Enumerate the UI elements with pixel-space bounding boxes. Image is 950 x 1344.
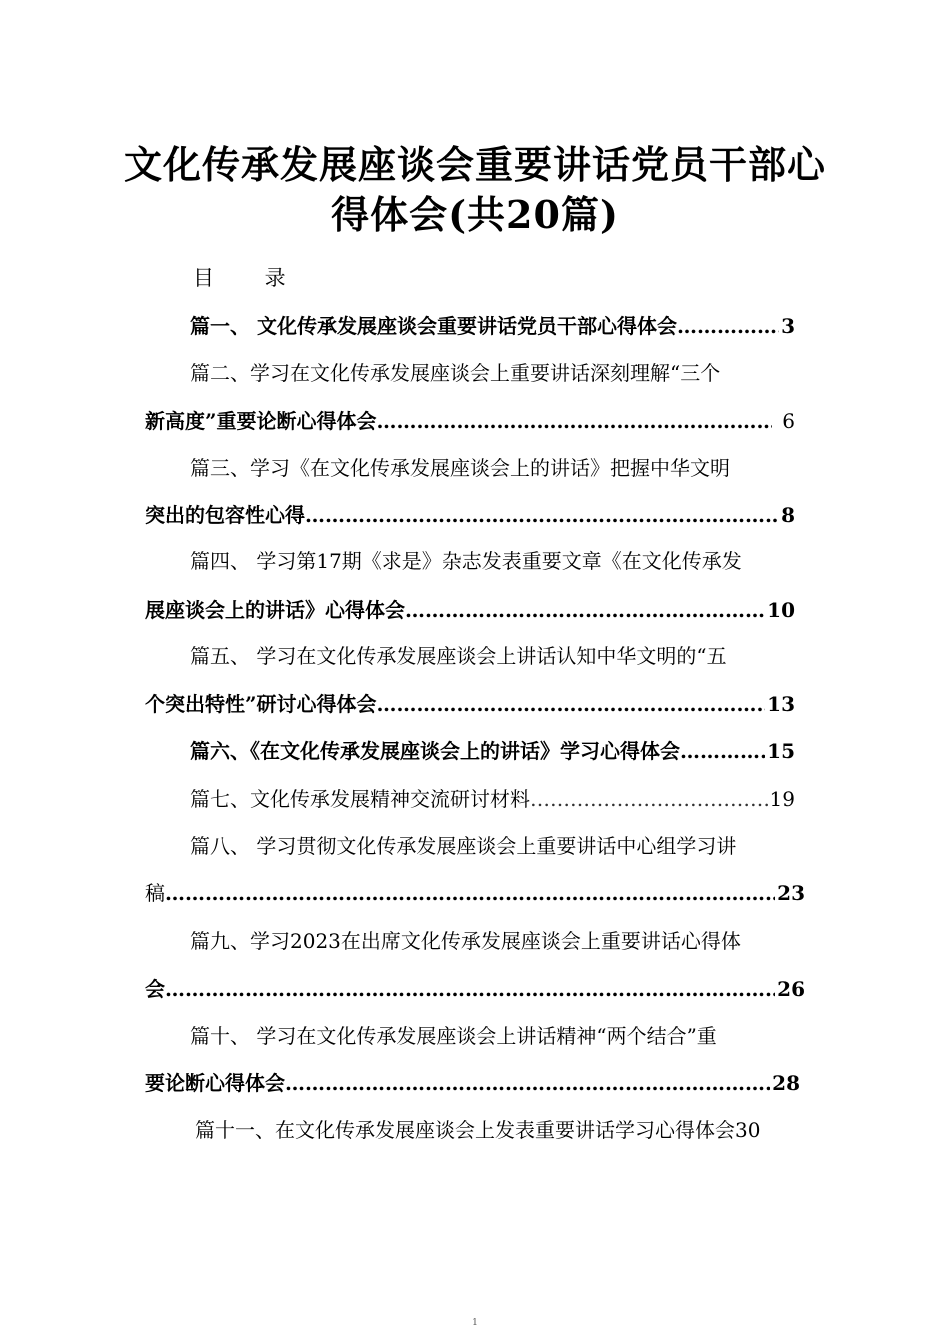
- toc-entry-page: 15: [767, 739, 795, 763]
- toc-entry-5-line-2: [145, 689, 795, 719]
- toc-entry-page: 10: [767, 598, 795, 622]
- toc-entry-6: [190, 736, 795, 766]
- toc-dot-leader: [165, 878, 775, 908]
- toc-entry-page: 23: [777, 881, 805, 905]
- toc-entry-7: [190, 784, 795, 814]
- document-title-line-1: 文化传承发展座谈会重要讲话党员干部心: [123, 142, 826, 187]
- toc-entry-8-line-1: 篇八、 学习贯彻文化传承发展座谈会上重要讲话中心组学习讲: [190, 834, 737, 858]
- toc-entry-title: 个突出特性”研讨心得体会: [145, 692, 377, 716]
- toc-dot-leader: [677, 311, 779, 341]
- toc-dot-leader: [305, 500, 779, 530]
- document-title-line-2: 得体会(共20篇): [331, 192, 619, 237]
- toc-entry-title: 篇六、《在文化传承发展座谈会上的讲话》学习心得体会: [190, 739, 680, 763]
- toc-entry-title: 篇七、文化传承发展精神交流研讨材料: [190, 787, 530, 811]
- document-title: [0, 140, 950, 240]
- toc-entry-page: 19: [769, 787, 795, 811]
- toc-entry-page: 3: [781, 314, 795, 338]
- toc-entry-page: 28: [772, 1071, 800, 1095]
- toc-entry-4-line-1: 篇四、 学习第17期《求是》杂志发表重要文章《在文化传承发: [190, 549, 742, 573]
- page-number: 1: [472, 1318, 478, 1328]
- toc-entry-page: 30: [735, 1118, 761, 1142]
- toc-dot-leader: [405, 595, 765, 625]
- toc-entry-title: 展座谈会上的讲话》心得体会: [145, 598, 405, 622]
- toc-entry-page: 8: [781, 503, 795, 527]
- toc-entry-3-line-1: 篇三、学习《在文化传承发展座谈会上的讲话》把握中华文明: [190, 456, 730, 480]
- toc-entry-10-line-2: [145, 1068, 800, 1098]
- toc-entry-title: 要论断心得体会: [145, 1071, 285, 1095]
- toc-entry-1: [190, 311, 795, 341]
- toc-dot-leader: [377, 406, 773, 436]
- toc-entry-page: 26: [777, 977, 805, 1001]
- toc-entry-title: 稿: [145, 881, 165, 905]
- toc-dot-leader: [285, 1068, 770, 1098]
- toc-dot-leader: [377, 689, 766, 719]
- toc-entry-3-line-2: [145, 500, 795, 530]
- toc-heading: 目 录: [193, 266, 308, 290]
- toc-entry-title: 新高度”重要论断心得体会: [145, 409, 377, 433]
- toc-dot-leader: [680, 736, 765, 766]
- toc-entry-5-line-1: 篇五、 学习在文化传承发展座谈会上讲话认知中华文明的“五: [190, 644, 727, 668]
- toc-entry-title: 篇十一、在文化传承发展座谈会上发表重要讲话学习心得体会: [195, 1118, 735, 1142]
- toc-entry-9-line-1: 篇九、学习2023在出席文化传承发展座谈会上重要讲话心得体: [190, 929, 741, 953]
- toc-entry-10-line-1: 篇十、 学习在文化传承发展座谈会上讲话精神“两个结合”重: [190, 1024, 717, 1048]
- toc-entry-page: 13: [767, 692, 795, 716]
- toc-entry-4-line-2: [145, 595, 795, 625]
- toc-entry-title: 突出的包容性心得: [145, 503, 305, 527]
- toc-entry-title: 会: [145, 977, 165, 1001]
- toc-entry-9-line-2: [145, 974, 805, 1004]
- toc-entry-2-line-2: [145, 406, 795, 436]
- toc-dot-leader: [165, 974, 775, 1004]
- toc-entry-8-line-2: [145, 878, 805, 908]
- toc-entry-page: 6: [782, 409, 795, 433]
- toc-entry-11: [195, 1115, 760, 1145]
- toc-entry-2-line-1: 篇二、学习在文化传承发展座谈会上重要讲话深刻理解“三个: [190, 361, 721, 385]
- toc-entry-title: 篇一、 文化传承发展座谈会重要讲话党员干部心得体会: [190, 314, 677, 338]
- toc-dot-leader: [530, 784, 768, 814]
